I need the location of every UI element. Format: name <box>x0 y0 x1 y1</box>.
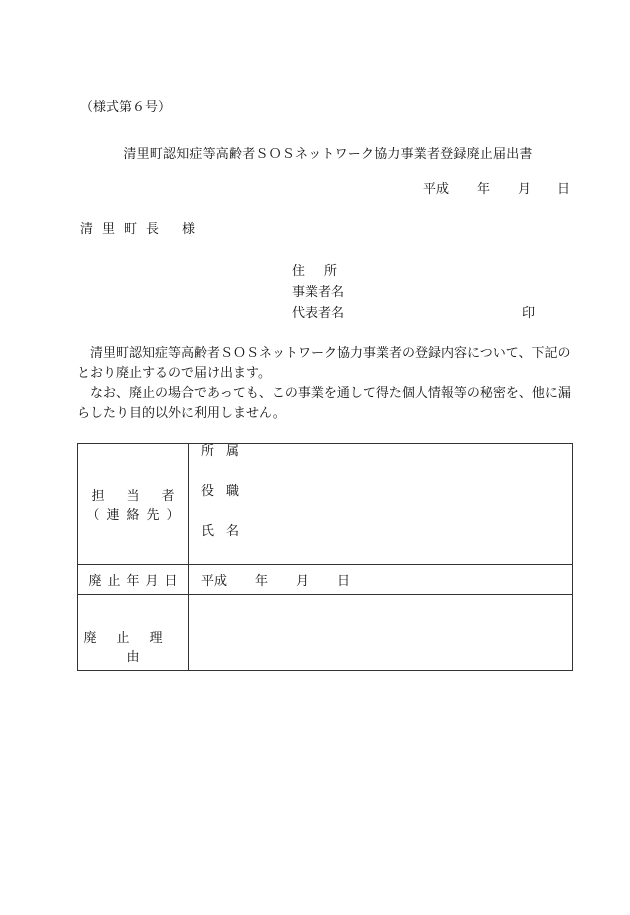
affiliation-label: 所属 <box>201 444 252 459</box>
representative-label: 代表者名 <box>292 306 345 321</box>
position-label: 役職 <box>201 484 252 499</box>
addressee <box>80 222 195 238</box>
body-paragraph-2: なお、廃止の場合であっても、この事業を通して得た個人情報等の秘密を、他に漏らしたり目的以外に利用しません。 <box>77 386 571 421</box>
reason-row <box>78 595 573 671</box>
abolish-date-cell <box>189 565 573 595</box>
date-era: 平成 <box>422 182 449 197</box>
reason-label-cell <box>78 595 189 671</box>
contact-sub-label: （連絡先） <box>86 508 187 523</box>
addressee-honorific: 様 <box>182 222 196 237</box>
name-label: 氏名 <box>201 524 252 539</box>
addressee-name: 清里町長 <box>80 222 169 237</box>
body-text <box>77 344 573 424</box>
abolish-date-day: 日 <box>337 574 351 589</box>
date-year: 年 <box>476 182 490 197</box>
abolish-date-era: 平成 <box>201 574 228 589</box>
date-day: 日 <box>556 182 570 197</box>
document-title: 清里町認知症等高齢者ＳＯＳネットワーク協力事業者登録廃止届出書 <box>123 147 533 162</box>
abolish-date-year: 年 <box>255 574 269 589</box>
business-name-label: 事業者名 <box>292 285 345 300</box>
contact-row <box>78 444 573 565</box>
abolish-date-month: 月 <box>296 574 310 589</box>
contact-fields-cell <box>189 444 573 565</box>
submission-date <box>423 182 570 198</box>
reason-label: 廃止理由 <box>83 631 183 665</box>
body-paragraph-1: 清里町認知症等高齢者ＳＯＳネットワーク協力事業者の登録内容について、下記のとおり廃止するので届け出ます。 <box>77 346 571 381</box>
info-table <box>77 443 573 671</box>
abolish-date-row <box>78 565 573 595</box>
contact-label: 担当者 <box>91 489 197 504</box>
date-month: 月 <box>517 182 531 197</box>
address-label: 住所 <box>292 264 357 279</box>
seal-mark: 印 <box>522 306 536 321</box>
contact-label-cell <box>78 444 197 565</box>
form-number: （様式第６号） <box>80 100 172 115</box>
reason-cell <box>189 595 573 671</box>
abolish-date-label: 廃止年月日 <box>88 574 184 589</box>
abolish-date-label-cell <box>78 565 189 595</box>
